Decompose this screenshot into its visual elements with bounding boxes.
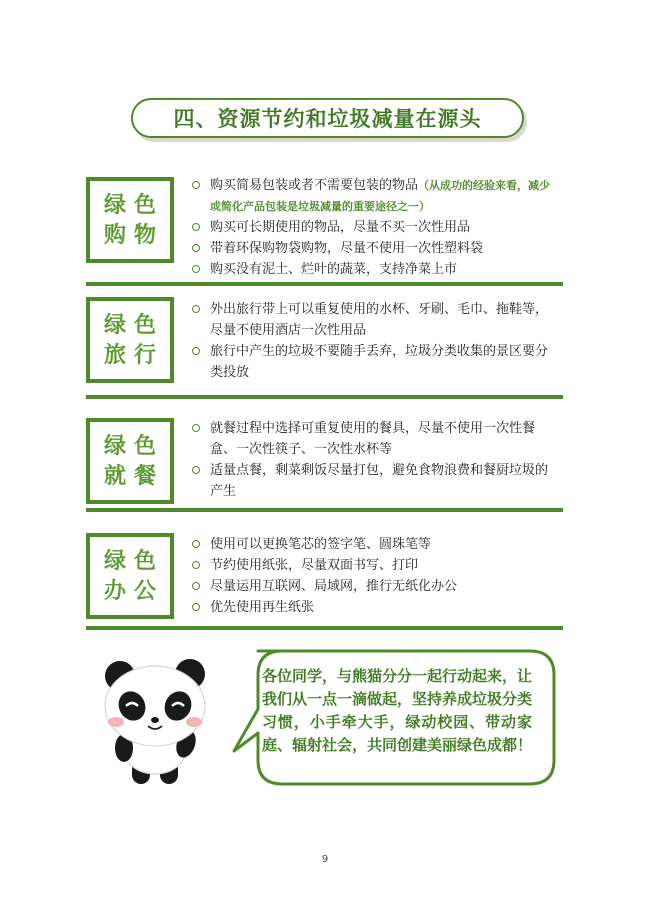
section-label-shopping — [86, 177, 174, 263]
section-label-office — [86, 533, 174, 619]
list-item: 外出旅行带上可以重复使用的水杯、牙刷、毛巾、拖鞋等，尽量不使用酒店一次性用品 — [190, 299, 560, 341]
circle-bullet-icon — [192, 603, 200, 611]
circle-bullet-icon — [192, 540, 200, 548]
section-label-line2: 旅行 — [103, 342, 164, 368]
section-label-line1: 绿色 — [103, 433, 164, 459]
list-item: 购买可长期使用的物品，尽量不买一次性用品 — [190, 217, 560, 238]
section-items-travel — [190, 299, 560, 383]
page-title: 四、资源节约和垃圾减量在源头 — [131, 98, 524, 138]
circle-bullet-icon — [192, 347, 200, 355]
circle-bullet-icon — [192, 223, 200, 231]
item-note: （从成功的经验来看，减少或简化产品包装是垃圾减量的重要途径之一） — [210, 179, 551, 213]
panda-mascot-icon — [98, 656, 216, 788]
section-divider — [86, 508, 563, 512]
section-divider — [86, 395, 563, 399]
circle-bullet-icon — [192, 466, 200, 474]
section-label-line2: 办公 — [103, 578, 164, 604]
section-items-shopping — [190, 175, 560, 280]
list-item: 节约使用纸张，尽量双面书写、打印 — [190, 555, 560, 576]
circle-bullet-icon — [192, 424, 200, 432]
list-item: 尽量运用互联网、局域网，推行无纸化办公 — [190, 576, 560, 597]
section-label-travel — [86, 297, 174, 383]
circle-bullet-icon — [192, 244, 200, 252]
section-items-dining — [190, 418, 560, 502]
list-item: 旅行中产生的垃圾不要随手丢弃，垃圾分类收集的景区要分类投放 — [190, 341, 560, 383]
list-item: 购买没有泥土、烂叶的蔬菜，支持净菜上市 — [190, 259, 560, 280]
list-item: 带着环保购物袋购物，尽量不使用一次性塑料袋 — [190, 238, 560, 259]
list-item: 优先使用再生纸张 — [190, 597, 560, 618]
section-items-office — [190, 534, 560, 618]
list-item: 购买简易包装或者不需要包装的物品（从成功的经验来看，减少或简化产品包装是垃圾减量的重要途径之一） — [190, 175, 560, 217]
section-label-line1: 绿色 — [103, 312, 164, 338]
page-number: 9 — [321, 854, 329, 865]
list-item: 使用可以更换笔芯的签字笔、圆珠笔等 — [190, 534, 560, 555]
section-label-dining — [86, 418, 174, 504]
section-label-line2: 购物 — [103, 222, 164, 248]
circle-bullet-icon — [192, 561, 200, 569]
section-divider — [86, 626, 563, 630]
circle-bullet-icon — [192, 582, 200, 590]
circle-bullet-icon — [192, 305, 200, 313]
section-label-line2: 就餐 — [103, 463, 164, 489]
list-item: 就餐过程中选择可重复使用的餐具，尽量不使用一次性餐盒、一次性筷子、一次性水杯等 — [190, 418, 560, 460]
list-item: 适量点餐，剩菜剩饭尽量打包，避免食物浪费和餐厨垃圾的产生 — [190, 460, 560, 502]
section-label-line1: 绿色 — [103, 192, 164, 218]
circle-bullet-icon — [192, 181, 200, 189]
section-label-line1: 绿色 — [103, 548, 164, 574]
bubble-message: 各位同学，与熊猫分分一起行动起来，让我们从一点一滴做起，坚持养成垃圾分类习惯，小手牵大手，绿动校园、带动家庭、辐射社会，共同创建美丽绿色成都！ — [262, 667, 533, 754]
section-divider — [86, 282, 563, 286]
circle-bullet-icon — [192, 265, 200, 273]
